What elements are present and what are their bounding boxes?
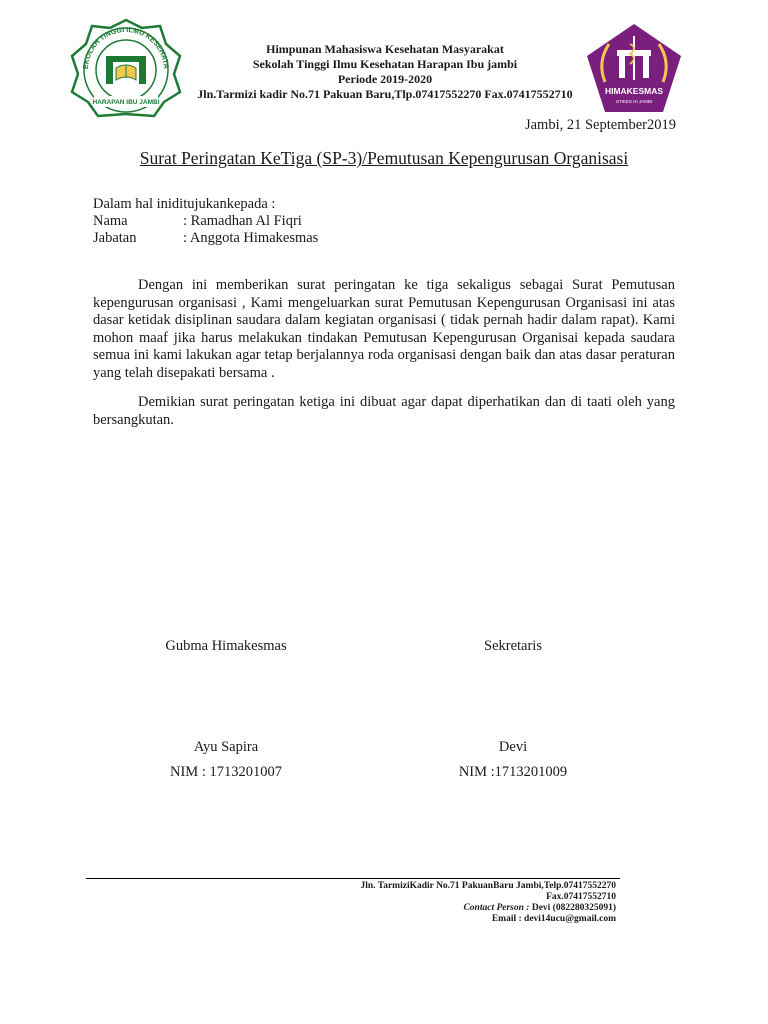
logo-bottom-text: HARAPAN IBU JAMBI — [92, 99, 160, 106]
organization-name: Himpunan Mahasiswa Kesehatan Masyarakat — [266, 42, 504, 56]
paragraph-1-text: Dengan ini memberikan surat peringatan ke tiga sekaligus sebagai Surat Pemutusan kepengurusan organisasi , Kami mengeluarkan surat Pemutusan Kepengurusan Organisasi ini atas dasar ketidak disiplinan saudara dalam kegiatan organisasi ( tidak pernah hadir dalam rapat). Kami mohon maaf jika harus melakukan tindakan Pemutusan Kepengurusan Organisai kepada saudara semua ini kami lakukan agar tetap berjalannya roda organisasi dengan baik dan atas dasar peraturan yang telah disepakati bersama . — [93, 277, 675, 381]
institution-name: Sekolah Tinggi Ilmu Kesehatan Harapan Ibu jambi — [252, 57, 518, 71]
letter-date: Jambi, 21 September2019 — [524, 117, 676, 133]
footer-fax: Fax.07417552710 — [546, 892, 616, 902]
body-paragraph-2 — [93, 394, 675, 429]
letterhead — [170, 42, 600, 102]
footer-divider — [86, 878, 620, 879]
left-signatory-name: Ayu Sapira — [193, 739, 259, 755]
paragraph-2-text: Demikian surat peringatan ketiga ini dibuat agar dapat diperhatikan dan di taati oleh yang bersangkutan. — [93, 394, 675, 428]
body-paragraph-1 — [93, 277, 675, 383]
right-signatory-role: Sekretaris — [484, 638, 542, 654]
logo-subtext: STIKES HI JAMBI — [615, 99, 653, 104]
footer-email: Email : devi14ucu@gmail.com — [491, 914, 616, 924]
name-label: Nama — [93, 213, 128, 229]
left-signatory-nim: NIM : 1713201007 — [170, 764, 282, 780]
name-value: : Ramadhan Al Fiqri — [183, 213, 302, 229]
letterhead-address: Jln.Tarmizi kadir No.71 Pakuan Baru,Tlp.07417552270 Fax.07417552710 — [197, 87, 573, 101]
position-label: Jabatan — [93, 230, 137, 246]
recipient-block — [93, 196, 318, 247]
left-signatory-role: Gubma Himakesmas — [165, 638, 287, 654]
recipient-intro: Dalam hal iniditujukankepada : — [93, 196, 276, 212]
right-signatory-nim: NIM :1713201009 — [458, 764, 568, 780]
letter-title: Surat Peringatan KeTiga (SP-3)/Pemutusan Kepengurusan Organisasi — [139, 148, 629, 168]
right-signatory-name: Devi — [498, 739, 528, 755]
position-value: : Anggota Himakesmas — [183, 230, 319, 246]
logo-name: HIMAKESMAS — [604, 86, 664, 96]
himakesmas-logo — [583, 22, 685, 114]
footer-address: Jln. TarmiziKadir No.71 PakuanBaru Jambi,Telp.07417552270 — [360, 881, 616, 891]
footer-contact — [300, 903, 616, 914]
period: Periode 2019-2020 — [337, 72, 433, 86]
contact-value: Devi (082280325091) — [531, 903, 616, 913]
logo-ring-text: EKOLAH TINGGI ILMU KESEHATA — [80, 24, 172, 70]
contact-label: Contact Person : — [463, 903, 530, 913]
stikes-logo — [70, 18, 182, 118]
footer — [300, 881, 616, 925]
